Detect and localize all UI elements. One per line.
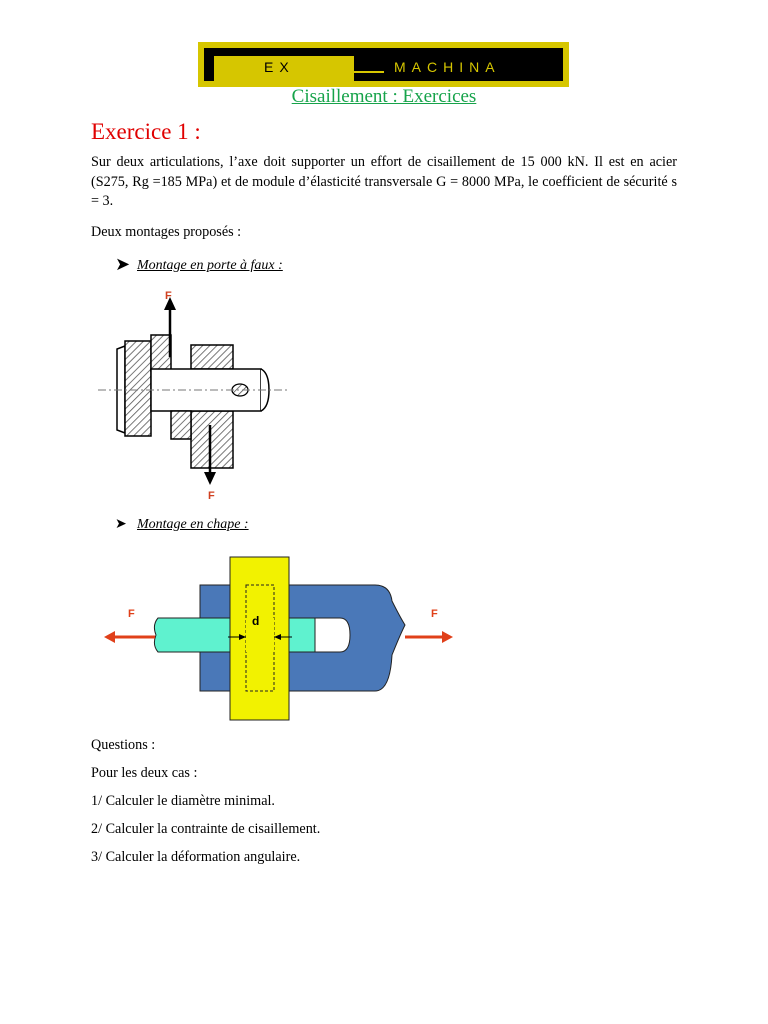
setups-intro: Deux montages proposés : (91, 224, 242, 240)
question-1: 1/ Calculer le diamètre minimal. (91, 793, 275, 809)
force-right-label: F (431, 608, 438, 620)
problem-statement: Sur deux articulations, l’axe doit supporter un effort de cisaillement de 15 000 kN. Il est en acier (S275, Rg =185 MPa) et de module d’élasticité transversale G = 8000 MPa, le coefficient de sécurité s = 3. (91, 154, 677, 209)
lower-plate-mid (171, 411, 191, 439)
bullet-arrow-icon: ➤ (115, 517, 127, 532)
questions-intro: Pour les deux cas : (91, 765, 198, 781)
pin-cross (246, 618, 274, 652)
lower-plate-top (191, 345, 233, 369)
force-bottom-label: F (208, 490, 215, 502)
force-right-arrowhead (442, 631, 453, 643)
ex-machina-logo (198, 42, 569, 87)
clevis-mount-figure (100, 555, 460, 723)
upper-plate-part (151, 335, 171, 371)
logo-left-text: EX (264, 59, 295, 75)
dim-label: d (252, 614, 260, 628)
bullet-clevis: Montage en chape : (137, 517, 249, 532)
logo-divider-line (354, 71, 384, 73)
force-left-arrowhead (104, 631, 115, 643)
bullet-cantilever: Montage en porte à faux : (137, 258, 283, 273)
cantilever-mount-figure (95, 283, 295, 505)
force-down-arrowhead (204, 472, 216, 485)
question-3: 3/ Calculer la déformation angulaire. (91, 849, 301, 865)
bullet-arrow-icon: ➤ (115, 254, 131, 274)
exercise-title: Exercice 1 : (91, 119, 201, 144)
question-2: 2/ Calculer la contrainte de cisaillement. (91, 821, 321, 837)
questions-title: Questions : (91, 737, 156, 753)
force-left-label: F (128, 608, 135, 620)
clevis-slot (315, 618, 350, 652)
force-top-label: F (165, 290, 172, 302)
page-subtitle: Cisaillement : Exercices (291, 86, 477, 107)
logo-background (204, 48, 563, 81)
lower-plate-bottom (191, 411, 233, 468)
logo-right-text: MACHINA (394, 59, 501, 75)
upper-plate (125, 341, 151, 436)
